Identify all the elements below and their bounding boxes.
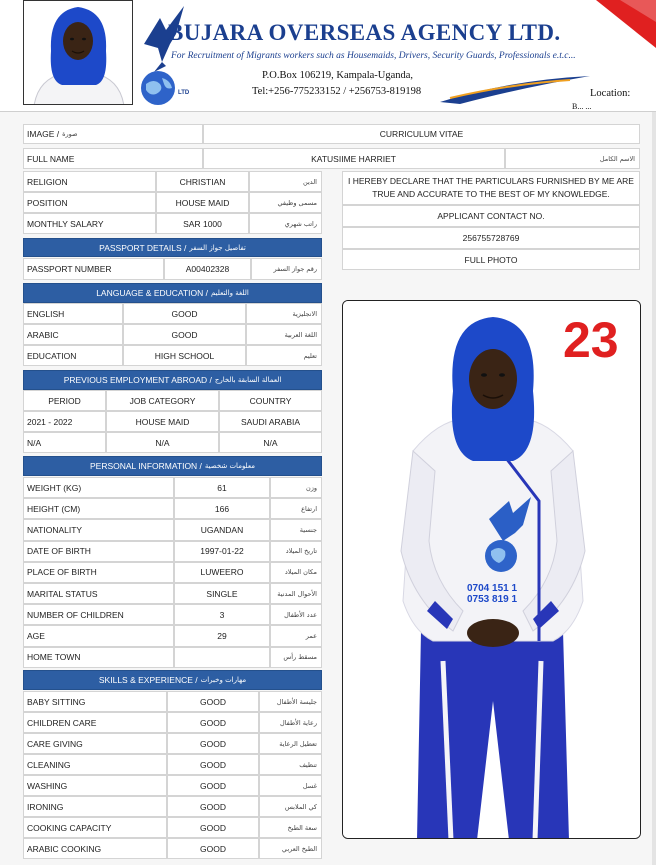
passport-ar-cell: [251, 258, 322, 280]
religion-ar: الدين: [303, 177, 317, 186]
contact-label: APPLICANT CONTACT NO.: [437, 211, 545, 221]
skills-title-ar: مهارات وخبرات: [200, 676, 247, 684]
personal-row-1-ar-cell: [270, 477, 322, 498]
personal-row-6-ar-cell: [270, 583, 322, 604]
language-title-ar: اللغة والتعليم: [210, 289, 249, 297]
skills-row-5-ar-cell: [259, 775, 322, 796]
personal-row-9-label-cell: [23, 647, 174, 668]
employment-title: PREVIOUS EMPLOYMENT ABROAD /: [63, 375, 212, 385]
image-label: IMAGE /: [27, 129, 60, 139]
english-ar-cell: [246, 303, 322, 324]
english-value: GOOD: [171, 308, 198, 319]
skills-row-5-label-cell: [23, 775, 167, 796]
skills-row-6-label-cell: [23, 796, 167, 817]
personal-row-3-label: NATIONALITY: [27, 524, 83, 535]
skills-row-3-ar-cell: [259, 733, 322, 754]
header-divider: [0, 111, 656, 112]
cv-title-cell: [203, 124, 640, 144]
employment-header-period: [23, 390, 106, 411]
skills-row-3-label: CARE GIVING: [27, 738, 83, 749]
declaration-text-2: TRUE AND ACCURATE TO THE BEST OF MY KNOWLEDGE.: [372, 189, 610, 199]
company-name: BUJARA OVERSEAS AGENCY LTD.: [168, 20, 561, 45]
company-phone: Tel:+256-775233152 / +256753-819198: [252, 86, 422, 97]
personal-row-8-value-cell: [174, 625, 270, 646]
cv-title: CURRICULUM VITAE: [379, 129, 464, 139]
skills-row-8-label-cell: [23, 838, 167, 859]
education-ar-cell: [246, 345, 322, 366]
fullname-ar: الاسم الكامل: [599, 154, 635, 163]
personal-row-1-label: WEIGHT (KG): [27, 482, 82, 493]
skills-row-6-ar: كي الملابس: [284, 802, 317, 811]
personal-row-5-ar-cell: [270, 562, 322, 583]
personal-section-header: [23, 456, 322, 476]
declaration-cell: [342, 171, 640, 205]
personal-row-7-label-cell: [23, 604, 174, 625]
skills-row-6-ar-cell: [259, 796, 322, 817]
skills-row-8-ar-cell: [259, 838, 322, 859]
personal-row-3-value: UGANDAN: [200, 524, 244, 535]
contact-value-cell: [342, 227, 640, 249]
skills-row-6-value-cell: [167, 796, 259, 817]
skills-row-8-value-cell: [167, 838, 259, 859]
skills-row-2-value-cell: [167, 712, 259, 733]
skills-row-7-ar-cell: [259, 817, 322, 838]
salary-ar-cell: [249, 213, 322, 234]
personal-row-3-label-cell: [23, 519, 174, 540]
employment-header-country-label: COUNTRY: [249, 395, 292, 406]
skills-row-5-label: WASHING: [27, 780, 68, 791]
religion-ar-cell: [249, 171, 322, 192]
skills-section-header: [23, 670, 322, 690]
personal-row-3-value-cell: [174, 519, 270, 540]
shirt-phone-2: 0753 819 1: [467, 594, 518, 605]
salary-label-cell: [23, 213, 156, 234]
skills-row-2-ar-cell: [259, 712, 322, 733]
full-photo-label: FULL PHOTO: [464, 254, 518, 265]
english-ar: الانجليزية: [292, 309, 317, 318]
religion-label-cell: [23, 171, 156, 192]
education-value: HIGH SCHOOL: [154, 350, 215, 361]
employment-row-1-country-text: SAUDI ARABIA: [240, 416, 301, 427]
personal-row-5-label: PLACE OF BIRTH: [27, 567, 97, 578]
employment-row-2-country-text: N/A: [263, 437, 278, 448]
arabic-label-cell: [23, 324, 123, 345]
salary-value-cell: [156, 213, 249, 234]
position-ar-cell: [249, 192, 322, 213]
skills-row-8-value: GOOD: [200, 843, 226, 854]
skills-row-1-ar: جليسة الأطفال: [276, 697, 317, 706]
arabic-value-cell: [123, 324, 246, 345]
personal-row-2-ar: ارتفاع: [301, 504, 317, 513]
personal-row-6-ar: الأحوال المدنية: [277, 589, 317, 598]
employment-title-ar: العمالة السابقة بالخارج: [214, 376, 282, 384]
passport-section-header: [23, 238, 322, 257]
personal-row-2-value-cell: [174, 498, 270, 519]
employment-header-job-label: JOB CATEGORY: [129, 395, 196, 406]
skills-row-2-value: GOOD: [200, 717, 226, 728]
personal-row-6-label-cell: [23, 583, 174, 604]
passport-ar: رقم جواز السفر: [273, 265, 317, 273]
personal-row-3-ar-cell: [270, 519, 322, 540]
education-label: EDUCATION: [27, 350, 77, 361]
fullname-value-cell: [203, 148, 505, 169]
employment-row-2-country: [219, 432, 322, 453]
salary-ar: راتب شهري: [284, 219, 317, 228]
skills-row-6-label: IRONING: [27, 801, 64, 812]
personal-row-9-label: HOME TOWN: [27, 652, 81, 663]
skills-row-3-value-cell: [167, 733, 259, 754]
personal-row-4-label: DATE OF BIRTH: [27, 546, 91, 557]
employment-header-country: [219, 390, 322, 411]
personal-row-7-value-cell: [174, 604, 270, 625]
personal-row-8-label: AGE: [27, 630, 45, 641]
skills-title: SKILLS & EXPERIENCE /: [98, 675, 198, 685]
position-ar: مسمى وظيفي: [277, 198, 317, 207]
contact-label-cell: [342, 205, 640, 227]
employment-row-1-period-text: 2021 - 2022: [27, 416, 73, 427]
english-label: ENGLISH: [27, 308, 65, 319]
skills-row-7-value: GOOD: [200, 822, 226, 833]
declaration-text-1: I HEREBY DECLARE THAT THE PARTICULARS FURNISHED BY ME ARE: [348, 176, 634, 186]
personal-row-3-ar: جنسية: [299, 525, 317, 534]
arabic-ar-cell: [246, 324, 322, 345]
skills-row-5-value-cell: [167, 775, 259, 796]
employment-row-1-job: [106, 411, 219, 432]
personal-row-2-label: HEIGHT (CM): [27, 503, 81, 514]
skills-row-4-ar-cell: [259, 754, 322, 775]
employment-row-1-country: [219, 411, 322, 432]
employment-section-header: [23, 370, 322, 390]
personal-title: PERSONAL INFORMATION /: [89, 461, 202, 471]
arabic-ar: اللغة العربية: [284, 330, 317, 339]
language-title: LANGUAGE & EDUCATION /: [96, 288, 208, 298]
skills-row-7-ar: سعة الطبخ: [287, 823, 317, 832]
english-label-cell: [23, 303, 123, 324]
position-label-cell: [23, 192, 156, 213]
company-tagline: For Recruitment of Migrants workers such as Housemaids, Drivers, Security Guards, Professionals e.t.c...: [171, 51, 576, 61]
employment-row-1-period: [23, 411, 106, 432]
skills-row-4-value: GOOD: [200, 759, 226, 770]
header-swoosh-decoration: [440, 74, 590, 104]
position-value: HOUSE MAID: [175, 197, 230, 208]
personal-row-1-label-cell: [23, 477, 174, 498]
skills-row-4-label: CLEANING: [27, 759, 71, 770]
salary-label: MONTHLY SALARY: [27, 218, 104, 229]
skills-row-1-label-cell: [23, 691, 167, 712]
salary-value: SAR 1000: [183, 218, 222, 229]
personal-row-1-value-cell: [174, 477, 270, 498]
personal-row-6-label: MARITAL STATUS: [27, 588, 98, 599]
personal-row-8-label-cell: [23, 625, 174, 646]
header-corner-decoration: [590, 0, 656, 60]
fullname-ar-cell: [505, 148, 640, 169]
fullname-label-cell: [23, 148, 203, 169]
personal-row-2-ar-cell: [270, 498, 322, 519]
skills-row-7-label: COOKING CAPACITY: [27, 822, 112, 833]
employment-row-2-job-text: N/A: [155, 437, 170, 448]
personal-row-7-value: 3: [219, 609, 225, 620]
company-location-label: Location:: [590, 88, 631, 99]
personal-row-4-ar-cell: [270, 541, 322, 562]
personal-row-5-ar: مكان الميلاد: [284, 568, 317, 577]
skills-row-1-label: BABY SITTING: [27, 696, 86, 707]
personal-row-1-ar: وزن: [305, 483, 317, 492]
education-ar: تعليم: [303, 351, 317, 360]
personal-row-8-ar-cell: [270, 625, 322, 646]
fullname-value: KATUSIIME HARRIET: [311, 153, 396, 164]
company-address: P.O.Box 106219, Kampala-Uganda,: [262, 70, 414, 81]
skills-row-7-value-cell: [167, 817, 259, 838]
portrait-photo: [23, 0, 133, 105]
fullname-label: FULL NAME: [27, 153, 75, 164]
arabic-label: ARABIC: [27, 329, 59, 340]
passport-label: PASSPORT NUMBER: [27, 264, 112, 274]
employment-row-2-job: [106, 432, 219, 453]
religion-label: RELIGION: [27, 176, 68, 187]
globe-label: LTD: [178, 90, 190, 96]
position-label: POSITION: [27, 197, 68, 208]
personal-row-4-label-cell: [23, 541, 174, 562]
skills-row-2-ar: رعاية الأطفال: [279, 718, 317, 727]
employment-row-2-period: [23, 432, 106, 453]
personal-row-8-value: 29: [217, 630, 227, 641]
skills-row-8-ar: الطبخ العربي: [281, 844, 317, 853]
full-photo-label-cell: [342, 249, 640, 270]
contact-value: 256755728769: [462, 233, 520, 243]
position-value-cell: [156, 192, 249, 213]
religion-value: CHRISTIAN: [179, 176, 226, 187]
language-section-header: [23, 283, 322, 303]
personal-row-7-ar-cell: [270, 604, 322, 625]
employment-row-1-job-text: HOUSE MAID: [135, 416, 190, 427]
personal-row-7-ar: عدد الأطفال: [284, 610, 317, 619]
personal-row-7-label: NUMBER OF CHILDREN: [27, 609, 124, 620]
skills-row-6-value: GOOD: [200, 801, 226, 812]
personal-row-9-value-cell: [174, 647, 270, 668]
skills-row-2-label-cell: [23, 712, 167, 733]
skills-row-1-value: GOOD: [200, 696, 226, 707]
employment-row-2-period-text: N/A: [27, 437, 42, 448]
employment-header-job: [106, 390, 219, 411]
skills-row-3-value: GOOD: [200, 738, 226, 749]
personal-title-ar: معلومات شخصية: [204, 462, 255, 470]
passport-label-cell: [23, 258, 164, 280]
arabic-value: GOOD: [171, 329, 198, 340]
skills-row-7-label-cell: [23, 817, 167, 838]
religion-value-cell: [156, 171, 249, 192]
skills-row-5-ar: غسل: [302, 781, 317, 790]
personal-row-2-value: 166: [214, 503, 230, 514]
skills-row-5-value: GOOD: [200, 780, 226, 791]
personal-row-9-ar: مسقط رأس: [283, 653, 317, 662]
skills-row-2-label: CHILDREN CARE: [27, 717, 97, 728]
personal-row-1-value: 61: [217, 482, 227, 493]
skills-row-1-value-cell: [167, 691, 259, 712]
passport-value: A00402328: [185, 264, 230, 274]
full-photo: [342, 300, 641, 839]
globe-logo-icon: [138, 68, 178, 108]
image-label-cell: [23, 124, 203, 144]
shirt-phone-1: 0704 151 1: [467, 583, 518, 594]
page-right-edge: [652, 112, 656, 865]
skills-row-3-label-cell: [23, 733, 167, 754]
skills-row-1-ar-cell: [259, 691, 322, 712]
personal-row-9-ar-cell: [270, 647, 322, 668]
company-location-value: B... ...: [572, 102, 592, 111]
employment-header-period-label: PERIOD: [48, 395, 81, 406]
personal-row-4-value: 1997-01-22: [200, 546, 244, 557]
candidate-number: 23: [563, 312, 619, 368]
passport-title-ar: تفاصيل جواز السفر: [189, 243, 246, 252]
personal-row-4-value-cell: [174, 541, 270, 562]
personal-row-4-ar: تاريخ الميلاد: [285, 547, 317, 556]
skills-row-8-label: ARABIC COOKING: [27, 843, 102, 854]
passport-value-cell: [164, 258, 251, 280]
education-value-cell: [123, 345, 246, 366]
passport-title: PASSPORT DETAILS /: [99, 242, 187, 253]
skills-row-3-ar: تعطيل الرعاية: [279, 739, 317, 748]
personal-row-6-value: SINGLE: [206, 588, 238, 599]
education-label-cell: [23, 345, 123, 366]
personal-row-5-value: LUWEERO: [200, 567, 244, 578]
skills-row-4-value-cell: [167, 754, 259, 775]
personal-row-5-value-cell: [174, 562, 270, 583]
personal-row-2-label-cell: [23, 498, 174, 519]
skills-row-4-ar: تنظيف: [299, 760, 317, 769]
personal-row-8-ar: عمر: [305, 631, 317, 640]
english-value-cell: [123, 303, 246, 324]
image-label-ar: صورة: [62, 130, 78, 138]
personal-row-6-value-cell: [174, 583, 270, 604]
skills-row-4-label-cell: [23, 754, 167, 775]
personal-row-5-label-cell: [23, 562, 174, 583]
